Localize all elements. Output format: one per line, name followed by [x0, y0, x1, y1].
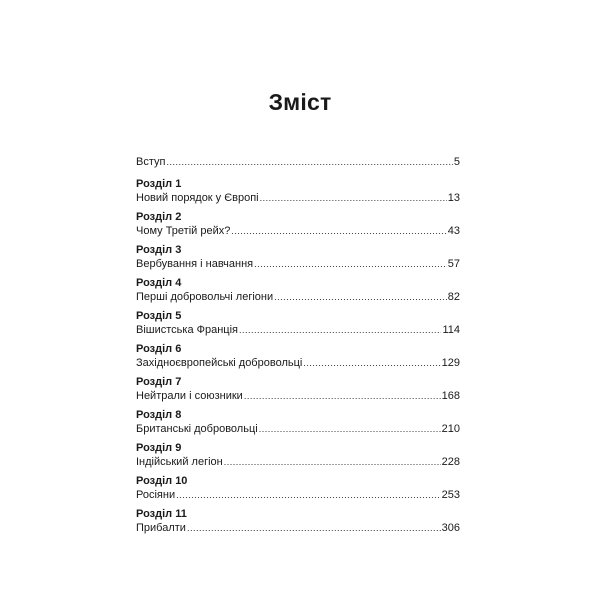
toc-page-number: 43: [447, 225, 460, 237]
toc-entry-section-11: [136, 507, 460, 535]
toc-entry-section-2: [136, 210, 460, 238]
toc-page-number: 129: [441, 357, 460, 369]
toc-entry-section-6: [136, 342, 460, 370]
toc-page-number: 168: [441, 390, 460, 402]
dot-leader: [254, 257, 447, 271]
table-of-contents: [136, 155, 460, 540]
toc-entry-title: Вішистська Франція: [136, 324, 238, 336]
toc-page-number: 5: [453, 156, 460, 168]
toc-entry-title: Західноєвропейські добровольці: [136, 357, 303, 369]
dot-leader: [224, 455, 441, 469]
dot-leader: [244, 389, 441, 403]
toc-line: [136, 191, 460, 205]
toc-page-number: 306: [441, 522, 460, 534]
toc-entry-title: Прибалти: [136, 522, 186, 534]
dot-leader: [187, 521, 441, 535]
toc-entry-section-7: [136, 375, 460, 403]
dot-leader: [260, 191, 447, 205]
dot-leader: [274, 290, 447, 304]
toc-entry-section-10: [136, 474, 460, 502]
dot-leader: [176, 488, 441, 502]
toc-page-number: 13: [447, 192, 460, 204]
dot-leader: [239, 323, 441, 337]
toc-line: [136, 356, 460, 370]
toc-entry-title: Індійський легіон: [136, 456, 223, 468]
toc-line: [136, 455, 460, 469]
toc-page-number: 82: [447, 291, 460, 303]
toc-line: [136, 290, 460, 304]
toc-page-number: 114: [442, 324, 460, 336]
toc-entry-section-1: [136, 177, 460, 205]
toc-entry-title: Вступ: [136, 156, 166, 168]
section-label: Розділ 3: [136, 244, 182, 256]
section-label: Розділ 2: [136, 211, 182, 223]
section-label: Розділ 10: [136, 475, 188, 487]
toc-entry-title: Росіяни: [136, 489, 176, 501]
toc-line: [136, 257, 460, 271]
toc-entry-section-9: [136, 441, 460, 469]
toc-page-number: 253: [441, 489, 460, 501]
toc-entry-intro: [136, 155, 460, 169]
toc-line: [136, 224, 460, 238]
toc-page-number: 228: [441, 456, 460, 468]
toc-line: [136, 323, 460, 337]
toc-line: [136, 488, 460, 502]
dot-leader: [259, 422, 441, 436]
page-title: Зміст: [268, 89, 332, 115]
dot-leader: [231, 224, 446, 238]
toc-entry-section-5: [136, 309, 460, 337]
toc-entry-section-4: [136, 276, 460, 304]
section-label: Розділ 9: [136, 442, 182, 454]
toc-line: [136, 521, 460, 535]
dot-leader: [303, 356, 440, 370]
toc-line: [136, 389, 460, 403]
section-label: Розділ 4: [136, 277, 182, 289]
section-label: Розділ 7: [136, 376, 182, 388]
toc-entry-title: Британські добровольці: [136, 423, 258, 435]
section-label: Розділ 8: [136, 409, 182, 421]
toc-entry-title: Новий порядок у Європі: [136, 192, 259, 204]
toc-entry-section-3: [136, 243, 460, 271]
toc-entry-title: Чому Третій рейх?: [136, 225, 231, 237]
toc-page-number: 210: [441, 423, 460, 435]
toc-page-number: 57: [447, 258, 460, 270]
toc-entry-title: Нейтрали і союзники: [136, 390, 243, 402]
toc-line: [136, 155, 460, 169]
toc-entry-title: Перші добровольчі легіони: [136, 291, 274, 303]
dot-leader: [166, 155, 452, 169]
toc-entry-title: Вербування і навчання: [136, 258, 254, 270]
section-label: Розділ 6: [136, 343, 182, 355]
section-label: Розділ 11: [136, 508, 187, 520]
section-label: Розділ 1: [136, 178, 182, 190]
section-label: Розділ 5: [136, 310, 182, 322]
toc-line: [136, 422, 460, 436]
toc-entry-section-8: [136, 408, 460, 436]
